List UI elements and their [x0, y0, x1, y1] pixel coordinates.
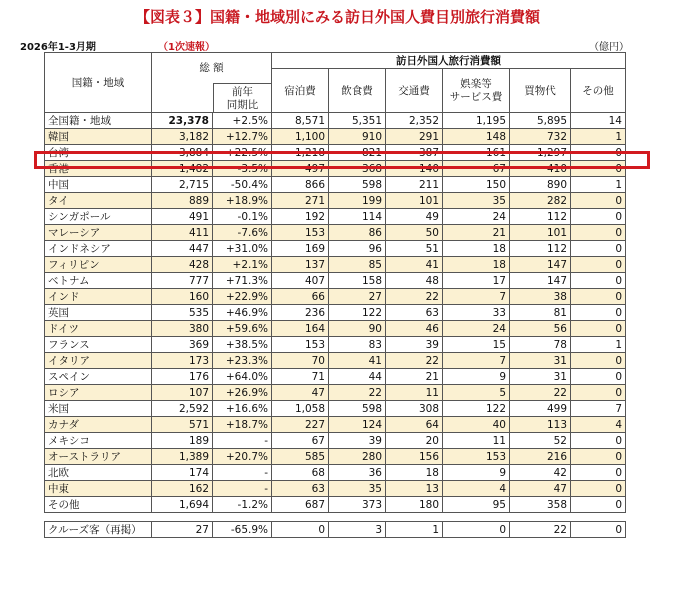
table-gap	[45, 513, 626, 522]
cell-shopping: 22	[510, 385, 571, 401]
table-row	[45, 522, 626, 538]
cell-lodging: 153	[272, 337, 329, 353]
cell-transport: 50	[386, 225, 443, 241]
cell-other: 1	[571, 177, 626, 193]
cell-shopping: 31	[510, 369, 571, 385]
cell-region: 英国	[45, 305, 152, 321]
cell-entertainment: 18	[443, 241, 510, 257]
cell-yoy: -	[213, 481, 272, 497]
cell-entertainment: 150	[443, 177, 510, 193]
cell-total: 411	[152, 225, 213, 241]
cell-transport: 18	[386, 465, 443, 481]
cell-shopping: 47	[510, 481, 571, 497]
table-title: 【図表３】国籍・地域別にみる訪日外国人費目別旅行消費額	[134, 8, 540, 26]
cell-region: スペイン	[45, 369, 152, 385]
cell-total: 2,715	[152, 177, 213, 193]
cell-shopping: 101	[510, 225, 571, 241]
cell-region: フランス	[45, 337, 152, 353]
cell-other: 0	[571, 522, 626, 538]
cell-food: 199	[329, 193, 386, 209]
cell-total: 889	[152, 193, 213, 209]
cell-yoy: +22.9%	[213, 289, 272, 305]
table-row	[45, 417, 626, 433]
cell-transport: 20	[386, 433, 443, 449]
cell-shopping: 42	[510, 465, 571, 481]
cell-entertainment: 1,195	[443, 113, 510, 129]
cell-total: 3,182	[152, 129, 213, 145]
cell-entertainment: 35	[443, 193, 510, 209]
cell-lodging: 70	[272, 353, 329, 369]
cell-region: タイ	[45, 193, 152, 209]
cell-other: 0	[571, 305, 626, 321]
cell-lodging: 164	[272, 321, 329, 337]
cell-other: 7	[571, 401, 626, 417]
cell-other: 0	[571, 497, 626, 513]
cell-shopping: 52	[510, 433, 571, 449]
cell-transport: 41	[386, 257, 443, 273]
cell-entertainment: 153	[443, 449, 510, 465]
table-row	[45, 449, 626, 465]
cell-lodging: 66	[272, 289, 329, 305]
cell-shopping: 113	[510, 417, 571, 433]
cell-shopping: 31	[510, 353, 571, 369]
cell-shopping: 112	[510, 241, 571, 257]
table-row	[45, 113, 626, 129]
cell-entertainment: 122	[443, 401, 510, 417]
cell-region: シンガポール	[45, 209, 152, 225]
cell-total: 174	[152, 465, 213, 481]
cell-entertainment: 0	[443, 522, 510, 538]
cell-lodging: 687	[272, 497, 329, 513]
cell-food: 85	[329, 257, 386, 273]
cell-region: メキシコ	[45, 433, 152, 449]
cell-region: 全国籍・地域	[45, 113, 152, 129]
cell-region: 香港	[45, 161, 152, 177]
cell-lodging: 497	[272, 161, 329, 177]
table-row	[45, 273, 626, 289]
cell-lodging: 71	[272, 369, 329, 385]
cell-shopping: 1,297	[510, 145, 571, 161]
table-row	[45, 353, 626, 369]
cell-region: ロシア	[45, 385, 152, 401]
cell-region: 中東	[45, 481, 152, 497]
cell-entertainment: 7	[443, 353, 510, 369]
cell-yoy: +18.9%	[213, 193, 272, 209]
cell-food: 280	[329, 449, 386, 465]
cell-yoy: +64.0%	[213, 369, 272, 385]
cell-food: 821	[329, 145, 386, 161]
cell-transport: 180	[386, 497, 443, 513]
cell-other: 0	[571, 193, 626, 209]
cell-transport: 22	[386, 353, 443, 369]
cell-shopping: 22	[510, 522, 571, 538]
cell-other: 0	[571, 353, 626, 369]
header-transport: 交通費	[386, 69, 443, 113]
cell-yoy: +16.6%	[213, 401, 272, 417]
cell-food: 598	[329, 401, 386, 417]
cell-other: 0	[571, 481, 626, 497]
cell-transport: 2,352	[386, 113, 443, 129]
cell-total: 23,378	[152, 113, 213, 129]
cell-food: 114	[329, 209, 386, 225]
cell-shopping: 358	[510, 497, 571, 513]
cell-region: カナダ	[45, 417, 152, 433]
cell-food: 158	[329, 273, 386, 289]
cell-transport: 387	[386, 145, 443, 161]
cell-transport: 22	[386, 289, 443, 305]
cell-yoy: -1.2%	[213, 497, 272, 513]
cell-region: 米国	[45, 401, 152, 417]
spending-table	[44, 52, 626, 538]
cell-entertainment: 18	[443, 257, 510, 273]
cell-other: 14	[571, 113, 626, 129]
cell-total: 3,884	[152, 145, 213, 161]
cell-total: 491	[152, 209, 213, 225]
cell-region: インドネシア	[45, 241, 152, 257]
cell-lodging: 1,218	[272, 145, 329, 161]
cell-other: 1	[571, 129, 626, 145]
cell-region: マレーシア	[45, 225, 152, 241]
cell-transport: 211	[386, 177, 443, 193]
cell-shopping: 282	[510, 193, 571, 209]
cell-shopping: 410	[510, 161, 571, 177]
cell-yoy: +2.1%	[213, 257, 272, 273]
cell-transport: 48	[386, 273, 443, 289]
cell-entertainment: 40	[443, 417, 510, 433]
cell-food: 124	[329, 417, 386, 433]
cell-yoy: -	[213, 465, 272, 481]
cell-transport: 64	[386, 417, 443, 433]
cell-entertainment: 21	[443, 225, 510, 241]
cell-transport: 13	[386, 481, 443, 497]
cell-food: 44	[329, 369, 386, 385]
cell-entertainment: 161	[443, 145, 510, 161]
cell-total: 27	[152, 522, 213, 538]
cell-other: 0	[571, 273, 626, 289]
cell-yoy: -3.5%	[213, 161, 272, 177]
cell-other: 0	[571, 289, 626, 305]
cell-shopping: 147	[510, 273, 571, 289]
cell-food: 5,351	[329, 113, 386, 129]
cell-total: 1,694	[152, 497, 213, 513]
cell-food: 373	[329, 497, 386, 513]
cell-total: 2,592	[152, 401, 213, 417]
table-row	[45, 129, 626, 145]
cell-shopping: 732	[510, 129, 571, 145]
cell-yoy: +20.7%	[213, 449, 272, 465]
cell-transport: 21	[386, 369, 443, 385]
cell-shopping: 216	[510, 449, 571, 465]
cell-lodging: 192	[272, 209, 329, 225]
cell-lodging: 271	[272, 193, 329, 209]
cell-transport: 156	[386, 449, 443, 465]
cell-total: 1,389	[152, 449, 213, 465]
table-row	[45, 321, 626, 337]
cell-entertainment: 7	[443, 289, 510, 305]
table-row	[45, 225, 626, 241]
cell-food: 36	[329, 465, 386, 481]
cell-transport: 308	[386, 401, 443, 417]
cell-lodging: 169	[272, 241, 329, 257]
cell-food: 96	[329, 241, 386, 257]
cell-lodging: 0	[272, 522, 329, 538]
cell-yoy: +38.5%	[213, 337, 272, 353]
cell-total: 428	[152, 257, 213, 273]
cell-yoy: -50.4%	[213, 177, 272, 193]
table-row	[45, 289, 626, 305]
cell-other: 0	[571, 225, 626, 241]
period-label: 2026年1-3月期	[20, 42, 96, 53]
cell-total: 189	[152, 433, 213, 449]
cell-entertainment: 17	[443, 273, 510, 289]
cell-shopping: 38	[510, 289, 571, 305]
cell-yoy: -0.1%	[213, 209, 272, 225]
table-row	[45, 385, 626, 401]
cell-food: 122	[329, 305, 386, 321]
cell-region: フィリピン	[45, 257, 152, 273]
cell-transport: 101	[386, 193, 443, 209]
cell-entertainment: 4	[443, 481, 510, 497]
preliminary-note: （1次速報）	[158, 42, 215, 53]
cell-region: オーストラリア	[45, 449, 152, 465]
cell-other: 0	[571, 161, 626, 177]
table-row	[45, 465, 626, 481]
table-row	[45, 401, 626, 417]
cell-total: 777	[152, 273, 213, 289]
cell-entertainment: 9	[443, 369, 510, 385]
cell-shopping: 5,895	[510, 113, 571, 129]
cell-region: 中国	[45, 177, 152, 193]
cell-yoy: +22.5%	[213, 145, 272, 161]
cell-total: 162	[152, 481, 213, 497]
cell-lodging: 407	[272, 273, 329, 289]
header-total-group	[152, 53, 272, 113]
table-row	[45, 177, 626, 193]
cell-lodging: 47	[272, 385, 329, 401]
cell-total: 1,482	[152, 161, 213, 177]
cell-yoy: +71.3%	[213, 273, 272, 289]
cell-other: 0	[571, 449, 626, 465]
cell-total: 160	[152, 289, 213, 305]
cell-lodging: 153	[272, 225, 329, 241]
cell-transport: 11	[386, 385, 443, 401]
cell-yoy: -7.6%	[213, 225, 272, 241]
cell-entertainment: 95	[443, 497, 510, 513]
cell-entertainment: 24	[443, 209, 510, 225]
cell-food: 86	[329, 225, 386, 241]
cell-other: 0	[571, 385, 626, 401]
cell-other: 1	[571, 337, 626, 353]
cell-transport: 39	[386, 337, 443, 353]
cell-lodging: 1,058	[272, 401, 329, 417]
cell-yoy: +46.9%	[213, 305, 272, 321]
gap-cell	[45, 513, 626, 522]
cell-food: 598	[329, 177, 386, 193]
cell-transport: 140	[386, 161, 443, 177]
cell-shopping: 56	[510, 321, 571, 337]
cell-entertainment: 11	[443, 433, 510, 449]
cell-region: イタリア	[45, 353, 152, 369]
cell-transport: 49	[386, 209, 443, 225]
header-entertainment: 娯楽等 サービス費	[443, 69, 510, 113]
cell-lodging: 585	[272, 449, 329, 465]
cell-other: 0	[571, 209, 626, 225]
cell-region: その他	[45, 497, 152, 513]
cell-lodging: 63	[272, 481, 329, 497]
table-row	[45, 369, 626, 385]
cell-other: 0	[571, 257, 626, 273]
cell-total: 571	[152, 417, 213, 433]
cell-lodging: 1,100	[272, 129, 329, 145]
cell-food: 368	[329, 161, 386, 177]
highlight-box-taiwan	[34, 151, 650, 169]
header-food: 飲食費	[329, 69, 386, 113]
cell-yoy: +23.3%	[213, 353, 272, 369]
cell-shopping: 112	[510, 209, 571, 225]
cell-other: 4	[571, 417, 626, 433]
cell-total: 447	[152, 241, 213, 257]
cell-total: 369	[152, 337, 213, 353]
cell-yoy: +18.7%	[213, 417, 272, 433]
cell-yoy: -	[213, 433, 272, 449]
cell-region: 台湾	[45, 145, 152, 161]
cell-food: 41	[329, 353, 386, 369]
cell-region: クルーズ客（再掲）	[45, 522, 152, 538]
cell-total: 107	[152, 385, 213, 401]
table-row	[45, 193, 626, 209]
table-row	[45, 497, 626, 513]
table-row	[45, 433, 626, 449]
cell-lodging: 68	[272, 465, 329, 481]
cell-yoy: +31.0%	[213, 241, 272, 257]
cell-food: 83	[329, 337, 386, 353]
unit-label: （億円）	[589, 42, 629, 53]
table-row	[45, 481, 626, 497]
cell-food: 27	[329, 289, 386, 305]
cell-other: 0	[571, 465, 626, 481]
header-total: 総 額	[199, 62, 224, 74]
cell-other: 0	[571, 241, 626, 257]
cell-entertainment: 5	[443, 385, 510, 401]
cell-food: 910	[329, 129, 386, 145]
cell-shopping: 81	[510, 305, 571, 321]
cell-food: 39	[329, 433, 386, 449]
header-group: 訪日外国人旅行消費額	[272, 53, 626, 69]
cell-lodging: 236	[272, 305, 329, 321]
cell-yoy: -65.9%	[213, 522, 272, 538]
cell-lodging: 67	[272, 433, 329, 449]
cell-yoy: +26.9%	[213, 385, 272, 401]
cell-total: 176	[152, 369, 213, 385]
table-row	[45, 209, 626, 225]
cell-lodging: 866	[272, 177, 329, 193]
cell-entertainment: 148	[443, 129, 510, 145]
cell-food: 35	[329, 481, 386, 497]
cell-food: 22	[329, 385, 386, 401]
cell-entertainment: 15	[443, 337, 510, 353]
header-other: その他	[571, 69, 626, 113]
cell-region: 韓国	[45, 129, 152, 145]
cell-food: 90	[329, 321, 386, 337]
cell-lodging: 137	[272, 257, 329, 273]
cell-transport: 1	[386, 522, 443, 538]
header-lodging: 宿泊費	[272, 69, 329, 113]
header-yoy: 前年 同期比	[214, 83, 271, 112]
cell-total: 535	[152, 305, 213, 321]
cell-food: 3	[329, 522, 386, 538]
cell-entertainment: 33	[443, 305, 510, 321]
cell-lodging: 8,571	[272, 113, 329, 129]
cell-region: ドイツ	[45, 321, 152, 337]
cell-region: 北欧	[45, 465, 152, 481]
cell-shopping: 890	[510, 177, 571, 193]
header-region: 国籍・地域	[45, 53, 152, 113]
table-row	[45, 305, 626, 321]
cell-yoy: +59.6%	[213, 321, 272, 337]
cell-transport: 291	[386, 129, 443, 145]
table-row	[45, 257, 626, 273]
cell-shopping: 499	[510, 401, 571, 417]
cell-region: インド	[45, 289, 152, 305]
cell-other: 0	[571, 145, 626, 161]
cell-total: 173	[152, 353, 213, 369]
cell-yoy: +2.5%	[213, 113, 272, 129]
cell-other: 0	[571, 369, 626, 385]
cell-total: 380	[152, 321, 213, 337]
cell-shopping: 78	[510, 337, 571, 353]
header-shopping: 買物代	[510, 69, 571, 113]
table-row	[45, 337, 626, 353]
cell-transport: 51	[386, 241, 443, 257]
table-row	[45, 241, 626, 257]
cell-other: 0	[571, 321, 626, 337]
cell-entertainment: 67	[443, 161, 510, 177]
cell-entertainment: 24	[443, 321, 510, 337]
cell-other: 0	[571, 433, 626, 449]
cell-lodging: 227	[272, 417, 329, 433]
cell-yoy: +12.7%	[213, 129, 272, 145]
cell-shopping: 147	[510, 257, 571, 273]
cell-region: ベトナム	[45, 273, 152, 289]
cell-entertainment: 9	[443, 465, 510, 481]
cell-transport: 46	[386, 321, 443, 337]
cell-transport: 63	[386, 305, 443, 321]
